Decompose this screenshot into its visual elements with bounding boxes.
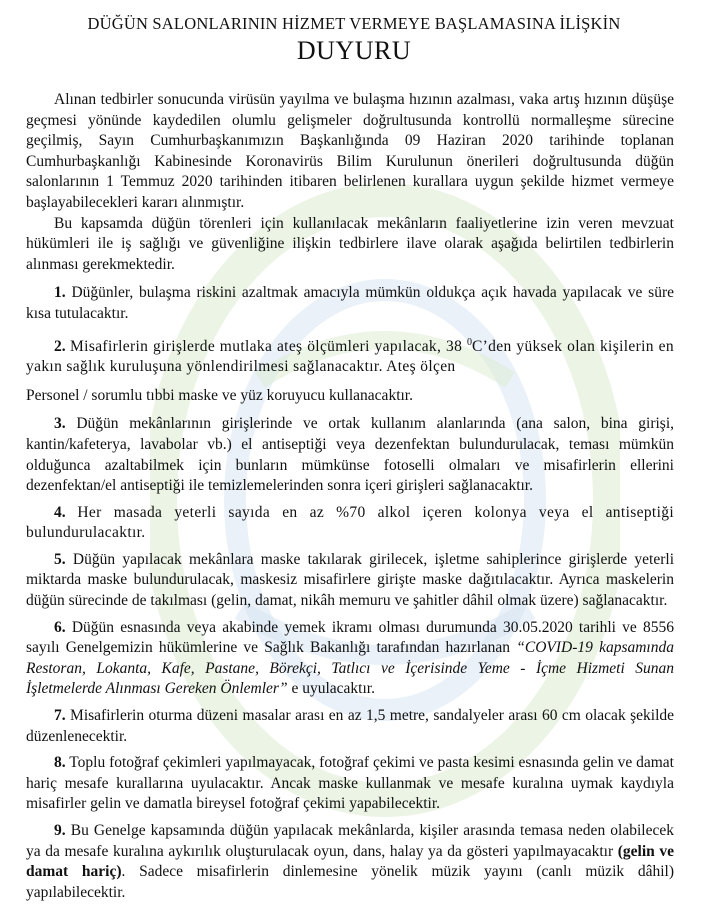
item-text-continued: C’den yüksek olan kişilerin en yakın sağlık kuruluşuna yönlendirilmesi sağlanacaktır. Ateş ölçen [26, 337, 674, 376]
list-item-7 [26, 706, 674, 747]
document-subtitle: DÜĞÜN SALONLARININ HİZMET VERMEYE BAŞLAMASINA İLİŞKİN [87, 14, 621, 33]
item-text: Düğün yapılacak mekânlara maske takılarak girilecek, işletme sahiplerince girişlerde yeterli miktarda maske bulundurulacak, maskesiz misafirlere girişte maske dağıtılacaktır. Ayrıca maskelerin düğün sürecinde de takılması (gelin, damat, nikâh memuru ve şahitler dâhil olmak üzere) sağlanacaktır. [26, 550, 674, 610]
item-text: Bu Genelge kapsamında düğün yapılacak mekânlarda, kişiler arasında temasa neden olabilecek ya da mesafe kuralına aykırılık oluşturulacak oyun, dans, halay ya da gösteri yapılmayacaktır [26, 822, 674, 860]
item-number: 3. [54, 415, 66, 433]
document-title: DUYURU [296, 36, 412, 65]
item-number: 9. [54, 822, 66, 839]
list-item-5 [26, 550, 674, 612]
list-item-9 [26, 821, 674, 903]
item-number: 6. [54, 618, 66, 636]
item-number: 7. [54, 707, 66, 725]
item-text-end: e uyulacaktır. [287, 680, 375, 698]
list-item-1 [26, 283, 674, 324]
list-item-2-line-2: Personel / sorumlu tıbbi maske ve yüz koruyucu kullanacaktır. [26, 386, 413, 404]
list-item-2 [26, 333, 674, 378]
item-text: Misafirlerin girişlerde mutlaka ateş ölçümleri yapılacak, 38 [70, 337, 467, 355]
degree-superscript: 0 [466, 336, 472, 348]
item-number: 5. [54, 550, 66, 568]
item-text-end: . Sadece misafirlerin dinlemesine yönelik müzik yayını (canlı müzik dâhil) yapılabilecektir. [26, 863, 674, 901]
item-number: 4. [54, 503, 66, 521]
list-item-8 [26, 753, 674, 815]
item-number: 1. [54, 284, 66, 302]
item-number: 2. [54, 337, 66, 355]
intro-paragraph-2: Bu kapsamda düğün törenleri için kullanılacak mekânların faaliyetlerine izin veren mevzuat hükümleri ile iş sağlığı ve güvenliğine ilişkin tedbirlere ilave olarak aşağıda belirtilen tedbirlerin alınması gerekmektedir. [26, 214, 674, 273]
document-page [26, 14, 674, 903]
item-text: Her masada yeterli sayıda en az %70 alkol içeren kolonya veya el antiseptiği bulundurulacaktır. [26, 503, 675, 542]
exception-note: (gelin ve damat hariç) [26, 842, 675, 881]
item-text: Düğün esnasında veya akabinde yemek ikramı olması durumunda 30.05.2020 tarihli ve 8556 sayılı Genelgemizin hükümlerine ve Sağlık Bakanlığı tarafından hazırlanan [26, 618, 674, 657]
item-text: Toplu fotoğraf çekimleri yapılmayacak, fotoğraf çekimi ve pasta kesimi esnasında gelin ve damat hariç mesafe kurallarına uyulacaktır. Ancak maske kullanmak ve mesafe kuralına uymak kaydıyla misafirler gelin ve damatla bireysel fotoğraf çekimi yapabilecektir. [26, 754, 674, 813]
list-item-3 [26, 414, 674, 496]
item-text: Düğün mekânlarının girişlerinde ve ortak kullanım alanlarında (ana salon, bina girişi, kantin/kafeterya, lavabolar vb.) el antiseptiği veya dezenfektan bulundurulacak, teması mümkün olduğunca azaltabilmek için bunların mümkünse fotoselli olmaları ve misafirlerin ellerini dezenfektan/el antiseptiği ile temizlemelerinden sonra içeri girişleri sağlanacaktır. [26, 415, 674, 495]
list-item-6 [26, 618, 674, 700]
item-text: Misafirlerin oturma düzeni masalar arası en az 1,5 metre, sandalyeler arası 60 cm olacak şekilde düzenlenecektir. [26, 707, 674, 745]
guideline-title: “COVID-19 kapsamında Restoran, Lokanta, Kafe, Pastane, Börekçi, Tatlıcı ve İçerisinde Yeme - İçme Hizmeti Sunan İşletmelerde Alınması Gereken Önlemler” [26, 639, 674, 698]
intro-paragraph-1: Alınan tedbirler sonucunda virüsün yayılma ve bulaşma hızının azalması, vaka artış hızının düşüşe geçmesi yönünde kaydedilen olumlu gelişmeler doğrultusunda kontrollü normalleşme sürecine geçilmiş, Sayın Cumhurbaşkanımızın Başkanlığında 09 Haziran 2020 tarihinde toplanan Cumhurbaşkanlığı Kabinesinde Koronavirüs Bilim Kurulunun önerileri doğrultusunda düğün salonlarının 1 Temmuz 2020 tarihinden itibaren belirlenen kurallara uygun şekilde hizmet vermeye başlayabilecekleri kararı alınmıştır. [26, 91, 674, 211]
item-number: 8. [54, 754, 66, 772]
item-text: Düğünler, bulaşma riskini azaltmak amacıyla mümkün oldukça açık havada yapılacak ve süre kısa tutulacaktır. [26, 284, 675, 322]
list-item-4 [26, 503, 674, 544]
